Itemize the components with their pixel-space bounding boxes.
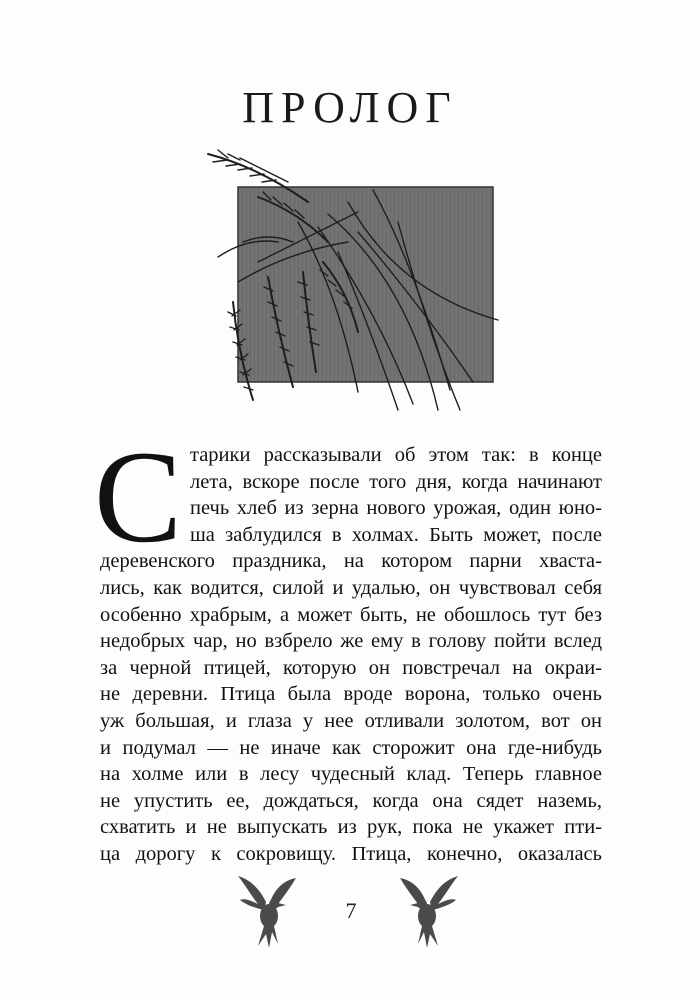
text-line: деревенского праздника, на котором парни хваста- bbox=[100, 550, 602, 573]
text-line: ша заблудился в холмах. Быть может, после bbox=[190, 523, 602, 546]
text-line: на холме или в лесу чудесный клад. Теперь главное bbox=[100, 763, 602, 786]
text-line: и подумал — не иначе как сторожит она где-нибудь bbox=[100, 736, 602, 759]
raven-icon bbox=[236, 872, 300, 950]
text-line: за черной птицей, которую он повстречал на окраи- bbox=[100, 656, 602, 679]
text-line: недобрых чар, но взбрело же ему в голову пойти вслед bbox=[100, 630, 602, 653]
text-line: лета, вскоре после того дня, когда начинают bbox=[190, 470, 602, 493]
text-line: не деревни. Птица была вроде ворона, только очень bbox=[100, 683, 602, 706]
text-line: ца дорогу к сокровищу. Птица, конечно, оказалась bbox=[100, 842, 602, 865]
body-text bbox=[94, 423, 602, 868]
raven-icon bbox=[396, 872, 460, 950]
text-line: тарики рассказывали об этом так: в конце bbox=[190, 444, 602, 466]
text-line: особенно храбрым, а может быть, не обошлось тут без bbox=[100, 603, 602, 626]
text-line: лись, как водится, силой и удалью, он чувствовал себя bbox=[100, 576, 602, 599]
page-footer bbox=[0, 868, 700, 958]
wheat-illustration bbox=[198, 142, 503, 414]
text-line: схватить и не выпускать из рук, пока не укажет пти- bbox=[100, 816, 602, 839]
page-number: 7 bbox=[345, 898, 357, 923]
text-line: не упустить ее, дождаться, когда она сядет наземь, bbox=[100, 789, 602, 812]
drop-cap: С bbox=[94, 423, 183, 570]
illustration-background bbox=[238, 187, 493, 382]
text-line: печь хлеб из зерна нового урожая, один юно- bbox=[190, 497, 602, 520]
chapter-title: ПРОЛОГ bbox=[242, 83, 458, 132]
text-line: уж большая, и глаза у нее отливали золотом, вот он bbox=[100, 709, 602, 732]
